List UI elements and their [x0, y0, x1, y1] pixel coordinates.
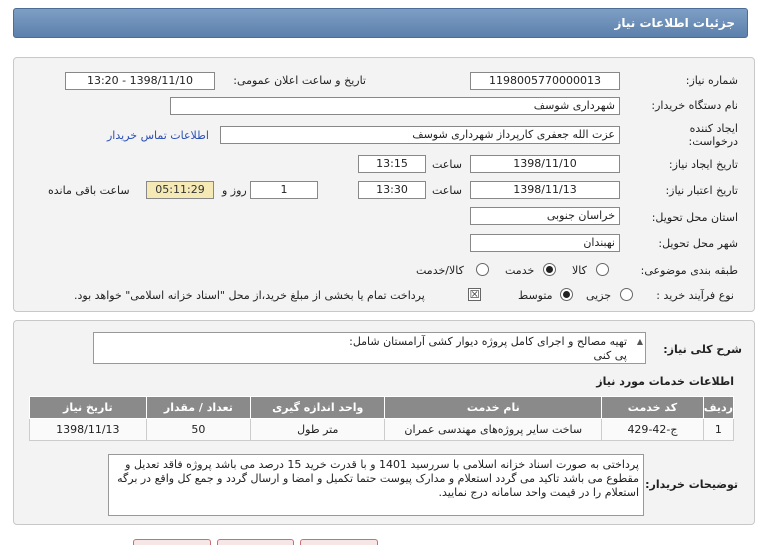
summary-line-1: تهیه مصالح و اجرای کامل پروژه دیوار کشی آرامستان شامل: — [349, 335, 627, 348]
valid-time-field[interactable]: 13:30 — [358, 181, 426, 199]
col-header-code: کد خدمت — [602, 397, 704, 419]
city-field[interactable]: نهبندان — [470, 234, 620, 252]
created-date-label: تاریخ ایجاد نیاز: — [668, 158, 738, 171]
remaining-days-field: 1 — [250, 181, 318, 199]
process-radio-medium[interactable] — [560, 288, 573, 301]
category-option-service: خدمت — [505, 264, 535, 277]
announce-date-label: تاریخ و ساعت اعلان عمومی: — [233, 74, 366, 87]
category-radio-service[interactable] — [543, 263, 556, 276]
created-date-field[interactable]: 1398/11/10 — [470, 155, 620, 173]
category-option-both: کالا/خدمت — [416, 264, 464, 277]
need-number-field[interactable]: 1198005770000013 — [470, 72, 620, 90]
col-header-quantity: تعداد / مقدار — [146, 397, 250, 419]
province-label: استان محل تحویل: — [651, 211, 738, 224]
cell-need-date: 1398/11/13 — [30, 419, 147, 441]
buyer-field[interactable]: شهرداری شوسف — [170, 97, 620, 115]
valid-date-field[interactable]: 1398/11/13 — [470, 181, 620, 199]
buyer-notes-box: پرداختی به صورت اسناد خزانه اسلامی با سررسید 1401 و با قدرت خرید 15 درصد می باشد پروژه فاقد تعدیل و مقطوع می باشد تاکید می گردد استعلام و مدارک پیوست حتما تکمیل و امضا و ارسال گردد و جمع کل واقع در برگه استعلام را در قیمت واحد سامانه درج نمایید. — [108, 454, 644, 516]
treasury-payment-checkbox[interactable]: ☒ — [469, 288, 480, 301]
bottom-tab[interactable] — [133, 539, 211, 545]
buyer-notes-label: توضیحات خریدار: — [645, 478, 738, 491]
created-hour-label: ساعت — [432, 158, 462, 171]
process-option-medium: متوسط — [518, 289, 553, 302]
cell-service-code: ج-42-429 — [602, 419, 704, 441]
valid-hour-label: ساعت — [432, 184, 462, 197]
process-label: نوع فرآیند خرید : — [656, 289, 734, 302]
cell-service-name: ساخت سایر پروژه‌های مهندسی عمران — [385, 419, 602, 441]
summary-textarea[interactable] — [93, 332, 646, 364]
category-option-goods: کالا — [572, 264, 587, 277]
category-radio-goods[interactable] — [596, 263, 609, 276]
treasury-payment-note: پرداخت تمام یا بخشی از مبلغ خرید،از محل "اسناد خزانه اسلامی" خواهد بود. — [74, 289, 425, 302]
scroll-up-icon[interactable]: ▲ — [636, 337, 643, 346]
table-row[interactable] — [30, 419, 734, 441]
cell-row-number: 1 — [703, 419, 733, 441]
summary-line-2: پی کنی — [593, 349, 627, 362]
process-option-minor: جزیی — [586, 289, 612, 302]
created-time-field[interactable]: 13:15 — [358, 155, 426, 173]
col-header-unit: واحد اندازه گیری — [251, 397, 385, 419]
announce-date-field[interactable]: 1398/11/10 - 13:20 — [65, 72, 215, 90]
days-label: روز و — [222, 184, 247, 197]
col-header-row: ردیف — [703, 397, 733, 419]
bottom-tab[interactable] — [217, 539, 295, 545]
cell-unit: متر طول — [251, 419, 385, 441]
bottom-tab-strip — [133, 539, 378, 545]
need-number-label: شماره نیاز: — [685, 74, 738, 87]
summary-label: شرح کلی نیاز: — [663, 343, 742, 356]
valid-date-label: تاریخ اعتبار نیاز: — [665, 184, 738, 197]
remaining-time-field: 05:11:29 — [146, 181, 214, 199]
remaining-label: ساعت باقی مانده — [48, 184, 130, 197]
col-header-date: تاریخ نیاز — [30, 397, 147, 419]
services-table — [29, 396, 734, 441]
creator-field[interactable]: عزت الله جعفری کارپرداز شهرداری شوسف — [220, 126, 620, 144]
page-header — [13, 8, 748, 38]
city-label: شهر محل تحویل: — [658, 237, 738, 250]
bottom-tab[interactable] — [300, 539, 378, 545]
page-title: جزئیات اطلاعات نیاز — [614, 16, 735, 30]
category-radio-both[interactable] — [476, 263, 489, 276]
buyer-contact-link[interactable]: اطلاعات تماس خریدار — [107, 129, 209, 142]
table-header-row — [30, 397, 734, 419]
category-label: طبقه بندی موضوعی: — [640, 264, 738, 277]
services-section-title: اطلاعات خدمات مورد نیاز — [596, 375, 734, 388]
creator-label: ایجاد کننده درخواست: — [688, 122, 738, 148]
buyer-label: نام دستگاه خریدار: — [651, 99, 738, 112]
cell-quantity: 50 — [146, 419, 250, 441]
province-field[interactable]: خراسان جنوبی — [470, 207, 620, 225]
col-header-name: نام خدمت — [385, 397, 602, 419]
process-radio-minor[interactable] — [620, 288, 633, 301]
